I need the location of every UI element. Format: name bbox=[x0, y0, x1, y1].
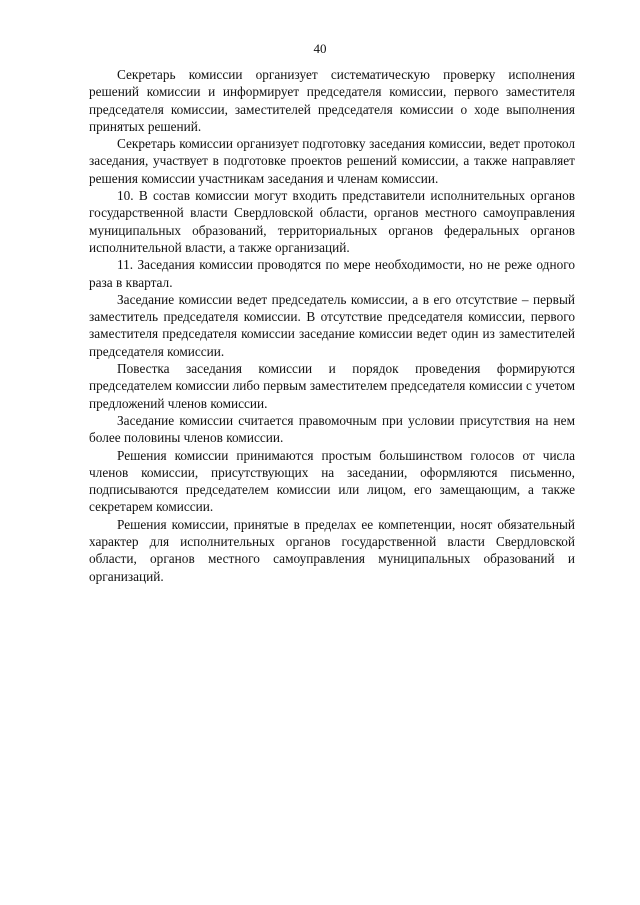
paragraph-secretary-monitoring: Секретарь комиссии организует систематическую проверку исполнения решений комиссии и информирует председателя комиссии, первого заместителя председателя комиссии, заместителей председателя комиссии о ходе выполнения принятых решений. bbox=[89, 67, 575, 134]
paragraph-voting: Решения комиссии принимаются простым большинством голосов от числа членов комиссии, присутствующих на заседании, оформляются письменно, подписываются председателем комиссии или лицом, его замещающим, а также секретарем комиссии. bbox=[89, 447, 575, 515]
paragraph-chairing: Заседание комиссии ведет председатель комиссии, а в его отсутствие – первый заместитель председателя комиссии. В отсутствие председателя комиссии, первого заместителя председателя комиссии заседание комиссии ведет один из заместителей председателя комиссии. bbox=[89, 291, 575, 359]
paragraph-secretary-preparation: Секретарь комиссии организует подготовку заседания комиссии, ведет протокол заседания, участвует в подготовке проектов решений комиссии, а также направляет решения комиссии участникам заседания и членам комиссии. bbox=[89, 136, 575, 186]
paragraph-agenda: Повестка заседания комиссии и порядок проведения формируются председателем комиссии либо первым заместителем председателя комиссии с учетом предложений членов комиссии. bbox=[89, 361, 575, 411]
page-number: 40 bbox=[313, 41, 327, 56]
paragraph-binding-decisions: Решения комиссии, принятые в пределах ее компетенции, носят обязательный характер для исполнительных органов государственной власти Свердловской области, органов местного самоуправления муниципальных образований и организаций. bbox=[89, 516, 575, 584]
paragraph-item-11: 11. Заседания комиссии проводятся по мере необходимости, но не реже одного раза в квартал. bbox=[89, 257, 575, 290]
paragraph-item-10: 10. В состав комиссии могут входить представители исполнительных органов государственной власти Свердловской области, органов местного самоуправления муниципальных образований, территориальных органов федеральных органов исполнительной власти, а также организаций. bbox=[89, 188, 575, 255]
paragraph-quorum: Заседание комиссии считается правомочным при условии присутствия на нем более половины членов комиссии. bbox=[89, 412, 575, 446]
document-body bbox=[89, 66, 575, 585]
